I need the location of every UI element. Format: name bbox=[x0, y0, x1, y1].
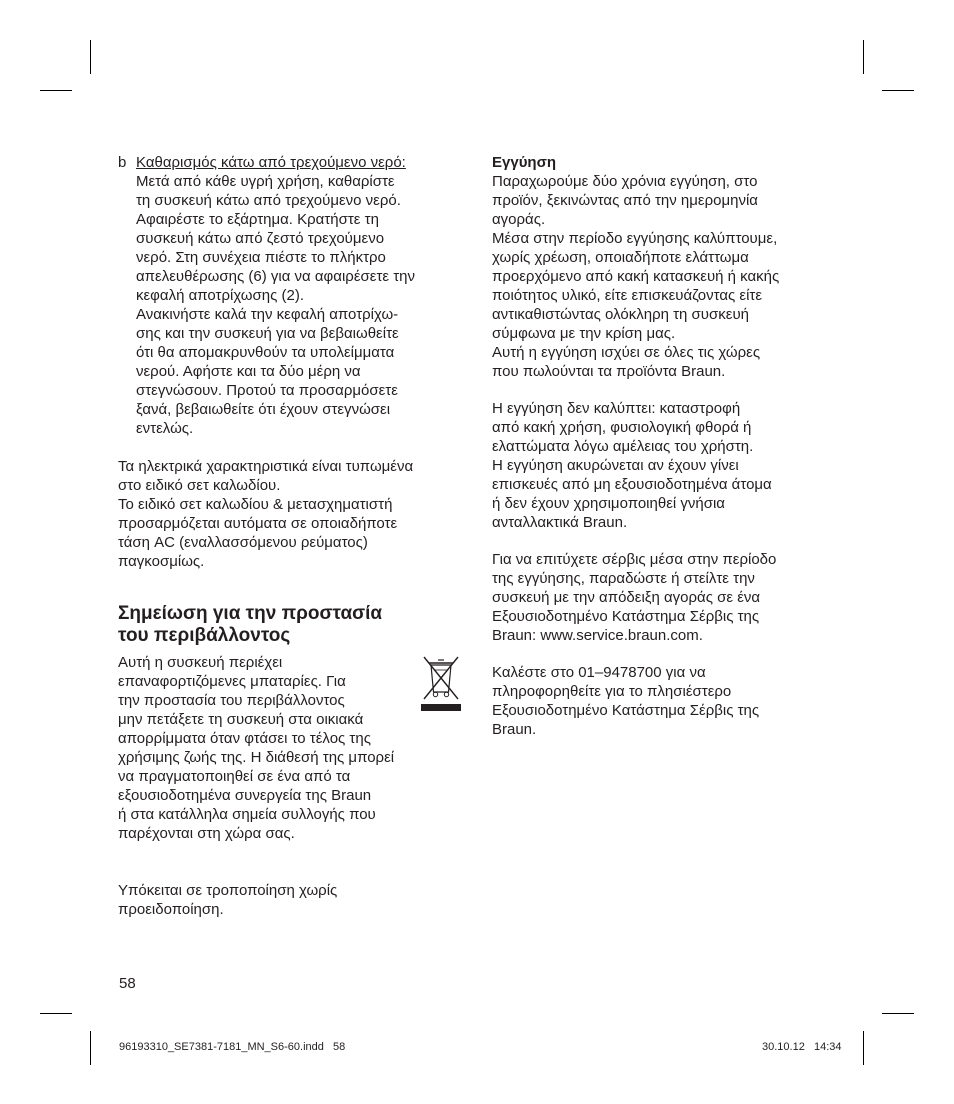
cleaning-title: Καθαρισμός κάτω από τρεχούμενο νερό: bbox=[136, 154, 406, 171]
footer-date-time: 30.10.12 14:34 bbox=[762, 1041, 842, 1053]
crop-mark-top-left-vertical bbox=[90, 40, 91, 74]
warranty-paragraph-3: Αυτή η εγγύηση ισχύει σε όλες τις χώρες που πωλούνται τα προϊόντα Braun. bbox=[492, 344, 761, 380]
crop-mark-bottom-right-vertical bbox=[863, 1031, 864, 1065]
footer-file-info: 96193310_SE7381-7181_MN_S6-60.indd 58 bbox=[119, 1041, 346, 1053]
crop-mark-bottom-right-horizontal bbox=[882, 1013, 914, 1014]
crop-mark-top-right-horizontal bbox=[882, 90, 914, 91]
crop-mark-top-right-vertical bbox=[863, 40, 864, 74]
environment-text-wrapped: Αυτή η συσκευή περιέχει επαναφορτιζόμενες μπαταρίες. Για την προστασία του περιβάλλοντος μην πετάξετε τη συσκευή στα οικιακά bbox=[118, 654, 364, 728]
warranty-paragraph-2: Μέσα στην περίοδο εγγύησης καλύπτουμε, χωρίς χρέωση, οποιαδήποτε ελάττωμα προερχόμενο από κακή κατασκευή ή κακής ποιότητος υλικό, είτε επισκευάζοντας είτε αντικαθιστώντας ολόκληρη τη συσκευή σύμφωνα με την κρίση μας. bbox=[492, 230, 780, 342]
warranty-exclusions-1: Η εγγύηση δεν καλύπτει: καταστροφή από κακή χρήση, φυσιολογική φθορά ή ελαττώματα λόγω αμέλειας του χρήστη. bbox=[492, 400, 754, 455]
electrical-paragraph-1: Τα ηλεκτρικά χαρακτηριστικά είναι τυπωμένα στο ειδικό σετ καλωδίου. bbox=[118, 458, 414, 494]
cleaning-paragraph-1: Μετά από κάθε υγρή χρήση, καθαρίστε τη συσκευή κάτω από τρεχούμενο νερό. Αφαιρέστε το εξάρτημα. Κρατήστε τη συσκευή κάτω από ζεστό τρεχούμενο νερό. Στη συνέχεια πιέστε το πλήκτρο απελευθέρωσης (6) για να αφαιρέσετε την κεφαλή αποτρίχωσης (2). bbox=[136, 173, 415, 304]
cleaning-paragraph-2: Ανακινήστε καλά την κεφαλή αποτρίχω- σης και την συσκευή για να βεβαιωθείτε ότι θα απομακρυνθούν τα υπολείμματα νερού. Αφήστε και τα δύο μέρη να στεγνώσουν. Προτού τα προσαρμόσετε ξανά, βεβαιωθείτε ότι έχουν στεγνώσει εντελώς. bbox=[136, 306, 399, 437]
modification-notice: Υπόκειται σε τροποποίηση χωρίς προειδοποίηση. bbox=[118, 882, 338, 918]
warranty-exclusions-2: Η εγγύηση ακυρώνεται αν έχουν γίνει επισκευές από μη εξουσιοδοτημένα άτομα ή δεν έχουν χρησιμοποιηθεί γνήσια ανταλλακτικά Braun. bbox=[492, 457, 772, 531]
environment-heading: Σημείωση για την προστασία του περιβάλλοντος bbox=[118, 603, 383, 646]
phone-paragraph: Καλέστε στο 01–9478700 για να πληροφορηθείτε για το πλησιέστερο Εξουσιοδοτημένο Κατάστημα Σέρβις της Braun. bbox=[492, 664, 760, 738]
left-column bbox=[118, 153, 463, 919]
environment-section bbox=[118, 653, 463, 843]
page-number: 58 bbox=[119, 975, 136, 992]
electrical-paragraph-2: Το ειδικό σετ καλωδίου & μετασχηματιστή προσαρμόζεται αυτόματα σε οποιαδήποτε τάση AC (εναλλασσόμενου ρεύματος) παγκοσμίως. bbox=[118, 496, 398, 570]
service-paragraph: Για να επιτύχετε σέρβις μέσα στην περίοδο της εγγύησης, παραδώστε ή στείλτε την συσκευή με την απόδειξη αγοράς σε ένα Εξουσιοδοτημένο Κατάστημα Σέρβις της Braun: www.service.braun.com. bbox=[492, 551, 777, 644]
list-marker: b bbox=[118, 154, 127, 171]
crop-mark-bottom-left-horizontal bbox=[40, 1013, 72, 1014]
crop-mark-top-left-horizontal bbox=[40, 90, 72, 91]
warranty-paragraph-1: Παραχωρούμε δύο χρόνια εγγύηση, στο προϊόν, ξεκινώντας από την ημερομηνία αγοράς. bbox=[492, 173, 758, 228]
right-column bbox=[492, 153, 837, 739]
warranty-heading: Εγγύηση bbox=[492, 154, 557, 171]
crossed-out-wheelie-bin-icon bbox=[421, 653, 461, 711]
environment-text: απορρίμματα όταν φτάσει το τέλος της χρήσιμης ζωής της. Η διάθεσή της μπορεί να πραγματοποιηθεί σε ένα από τα εξουσιοδοτημένα συνεργεία της Braun ή στα κατάλληλα σημεία συλλογής που παρέχονται στη χώρα σας. bbox=[118, 730, 395, 842]
cleaning-instructions bbox=[118, 153, 463, 438]
crop-mark-bottom-left-vertical bbox=[90, 1031, 91, 1065]
